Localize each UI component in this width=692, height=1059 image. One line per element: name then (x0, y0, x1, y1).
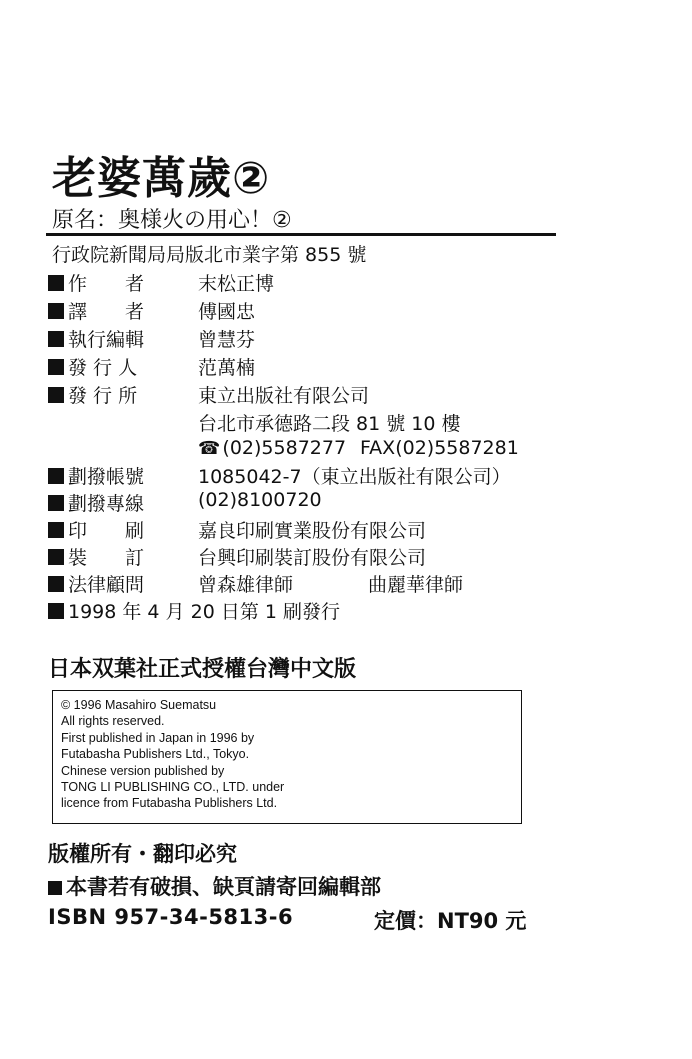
book-title: 老婆萬歲② (52, 153, 271, 204)
copyright-line: All rights reserved. (61, 714, 165, 729)
credit-label: 劃撥專線 (68, 493, 145, 515)
license-number: 行政院新聞局局版北市業字第 855 號 (52, 244, 367, 266)
credit-value: 嘉良印刷實業股份有限公司 (198, 520, 427, 542)
publisher-phone: (02)5587277 (222, 437, 347, 459)
telephone-icon: ☎ (198, 438, 221, 459)
credit-value: 范萬楠 (198, 357, 256, 379)
credit-label: 劃撥帳號 (68, 466, 145, 488)
copyright-line: First published in Japan in 1996 by (61, 730, 255, 745)
price: 定價：NT90 元 (374, 909, 527, 933)
isbn: ISBN 957-34-5813-6 (48, 905, 294, 929)
credit-label: 裝 訂 (68, 547, 145, 569)
bullet-square-icon (48, 468, 64, 484)
copyright-line: TONG LI PUBLISHING CO., LTD. under (61, 780, 285, 795)
rights-notice: 版權所有・翻印必究 (48, 842, 237, 866)
credit-value: 曾慧芬 (198, 329, 256, 351)
legal-counsel-1: 曾森雄律師 (198, 574, 294, 596)
damage-notice-row (48, 871, 381, 901)
bullet-square-icon (48, 549, 64, 565)
bullet-square-icon (48, 522, 64, 538)
credit-label: 譯 者 (68, 301, 145, 323)
credit-value: 1085042-7（東立出版社有限公司） (198, 466, 511, 488)
print-date: 1998 年 4 月 20 日第 1 刷發行 (68, 601, 340, 623)
bullet-square-icon (48, 387, 64, 403)
original-title: 原名：奥様火の用心！② (52, 208, 292, 233)
credit-label: 執行編輯 (68, 329, 145, 351)
credit-label: 發 行 所 (68, 385, 138, 407)
credit-label: 發 行 人 (68, 357, 138, 379)
publisher-address: 台北市承德路二段 81 號 10 樓 (198, 413, 461, 435)
credit-value: (02)8100720 (198, 489, 322, 511)
credit-value: 台興印刷裝訂股份有限公司 (198, 547, 427, 569)
copyright-line: © 1996 Masahiro Suematsu (61, 698, 217, 712)
copyright-box (52, 690, 522, 824)
official-license-notice: 日本双葉社正式授權台灣中文版 (48, 657, 357, 682)
publisher-fax: FAX(02)5587281 (360, 437, 519, 459)
bullet-square-icon (48, 331, 64, 347)
bullet-square-icon (48, 303, 64, 319)
bullet-square-icon (48, 495, 64, 511)
bullet-square-icon (48, 881, 62, 895)
copyright-line: Chinese version published by (61, 763, 225, 778)
bullet-square-icon (48, 576, 64, 592)
legal-counsel-2: 曲麗華律師 (368, 574, 464, 596)
bullet-square-icon (48, 359, 64, 375)
credit-value: 傅國忠 (198, 301, 256, 323)
bullet-square-icon (48, 275, 64, 291)
copyright-line: licence from Futabasha Publishers Ltd. (61, 796, 278, 811)
credit-value: 末松正博 (198, 273, 275, 295)
copyright-line: Futabasha Publishers Ltd., Tokyo. (61, 747, 250, 762)
credit-label: 作 者 (68, 273, 145, 295)
credit-label: 法律顧問 (68, 574, 145, 596)
credit-value: 東立出版社有限公司 (198, 385, 370, 407)
damage-notice: 本書若有破損、缺頁請寄回編輯部 (66, 875, 381, 899)
title-divider (46, 233, 556, 236)
credit-label: 印 刷 (68, 520, 145, 542)
bullet-square-icon (48, 603, 64, 619)
